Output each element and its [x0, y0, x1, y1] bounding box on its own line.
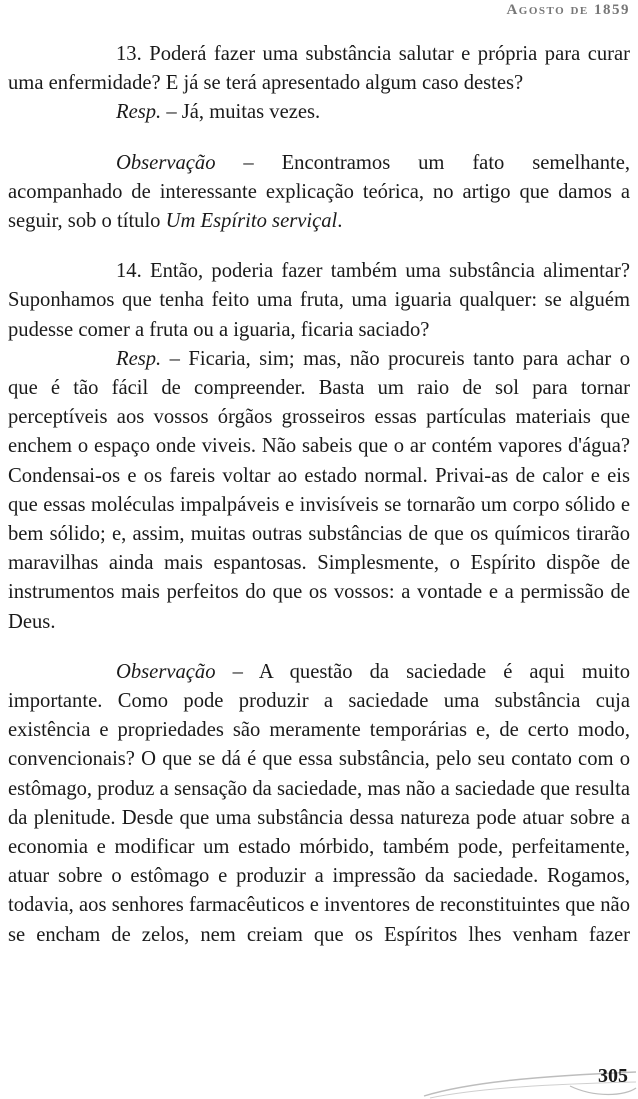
resp-label: Resp. — [116, 101, 162, 124]
page-number: 305 — [598, 1065, 628, 1087]
resp-label: Resp. — [116, 347, 162, 370]
observation-1-text: – Encontramos um fato semelhante, acompanhado de interessante explicação teórica, no artigo que damos a seguir, sob o título — [8, 151, 630, 233]
observation-label: Observação — [116, 151, 216, 174]
answer-14-text: – Ficaria, sim; mas, não procureis tanto para achar o que é tão fácil de compreender. Basta um raio de sol para tornar perceptíveis aos vossos órgãos grosseiros essas partículas materiais que enchem o espaço onde viveis. Não sabeis que o ar contém vapores d'água? Condensai-os e os fareis voltar ao estado normal. Privai-as de calor e eis que essas moléculas impalpáveis e invisíveis se tornarão um corpo sólido e bem sólido; e, assim, muitas outras substâncias de que os químicos tirarão maravilhas ainda mais espantosas. Simplesmente, o Espírito dispõe de instrumentos mais perfeitos do que os vossos: a vontade e a permissão de Deus. — [8, 347, 630, 633]
answer-13-text: – Já, muitas vezes. — [161, 101, 321, 124]
observation-1 — [8, 149, 630, 237]
observation-2-text: – A questão da saciedade é aqui muito importante. Como pode produzir a saciedade uma substância cuja existência e propriedades são meramente temporárias e, de certo modo, convencionais? O que se dá é que essa substância, pelo seu contato com o estômago, produz a sensação da saciedade, mas não a saciedade que resulta da plenitude. Desde que uma substância dessa natureza pode atuar sobre a economia e modificar um estado mórbido, também pode, perfeitamente, atuar sobre o estômago e produzir a impressão da saciedade. Rogamos, todavia, aos senhores farmacêuticos e inventores de reconstituintes que não se encham de zelos, nem creiam que os Espíritos lhes venham fazer — [8, 660, 630, 946]
running-header: Agosto de 1859 — [506, 2, 630, 18]
observation-label: Observação — [116, 660, 216, 683]
observation-1-end: . — [337, 210, 343, 233]
answer-13 — [8, 98, 630, 127]
observation-2 — [8, 658, 630, 950]
question-14: 14. Então, poderia fazer também uma substância alimentar? Suponhamos que tenha feito uma fruta, uma iguaria qualquer: se alguém pudesse comer a fruta ou a iguaria, ficaria saciado? — [8, 260, 630, 341]
page-body — [8, 40, 630, 950]
article-title: Um Espírito serviçal — [165, 210, 338, 233]
answer-14 — [8, 345, 630, 637]
question-13: 13. Poderá fazer uma substância salutar e própria para curar uma enfermidade? E já se terá apresentado algum caso destes? — [8, 43, 630, 95]
